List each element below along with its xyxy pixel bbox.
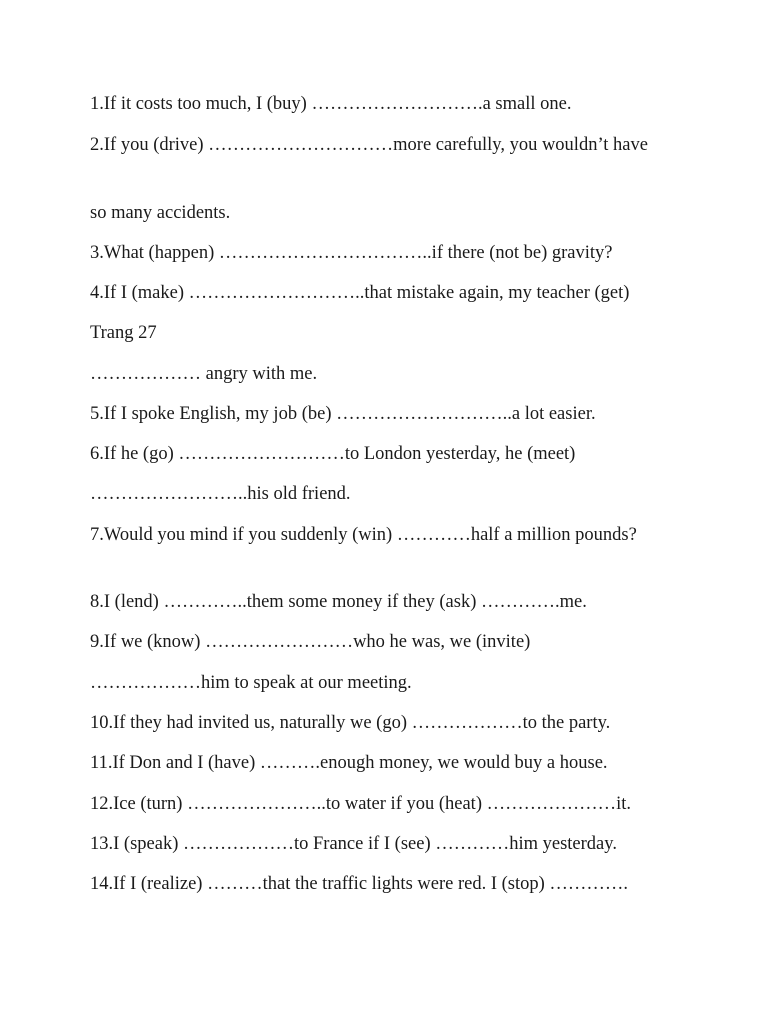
exercise-item-4: 4.If I (make) ………………………..that mistake again, my teacher (get): [90, 283, 630, 303]
exercise-item-11: 11.If Don and I (have) ……….enough money, we would buy a house.: [90, 753, 608, 773]
exercise-item-2-continued: so many accidents.: [90, 203, 231, 223]
exercise-item-13: 13.I (speak) ………………to France if I (see) …………him yesterday.: [90, 834, 617, 854]
exercise-item-1: 1.If it costs too much, I (buy) ……………………….a small one.: [90, 94, 572, 114]
exercise-item-14: 14.If I (realize) ………that the traffic lights were red. I (stop) ………….: [90, 874, 629, 894]
exercise-item-2: 2.If you (drive) …………………………more carefully, you wouldn’t have: [90, 135, 648, 155]
exercise-item-8: 8.I (lend) …………..them some money if they (ask) ………….me.: [90, 592, 587, 612]
exercise-item-9-continued: ………………him to speak at our meeting.: [90, 673, 412, 693]
exercise-item-6-continued: ……………………..his old friend.: [90, 484, 351, 504]
exercise-item-9: 9.If we (know) ……………………who he was, we (invite): [90, 632, 531, 652]
exercise-item-10: 10.If they had invited us, naturally we (go) ………………to the party.: [90, 713, 611, 733]
exercise-item-3: 3.What (happen) ……………………………..if there (not be) gravity?: [90, 243, 613, 263]
exercise-item-4-continued: ……………… angry with me.: [90, 364, 318, 384]
page-number-label: Trang 27: [90, 323, 157, 343]
exercise-item-5: 5.If I spoke English, my job (be) ………………………..a lot easier.: [90, 404, 596, 424]
exercise-item-12: 12.Ice (turn) …………………..to water if you (heat) …………………it.: [90, 794, 632, 814]
exercise-item-7: 7.Would you mind if you suddenly (win) …………half a million pounds?: [90, 525, 637, 545]
exercise-item-6: 6.If he (go) ………………………to London yesterday, he (meet): [90, 444, 576, 464]
